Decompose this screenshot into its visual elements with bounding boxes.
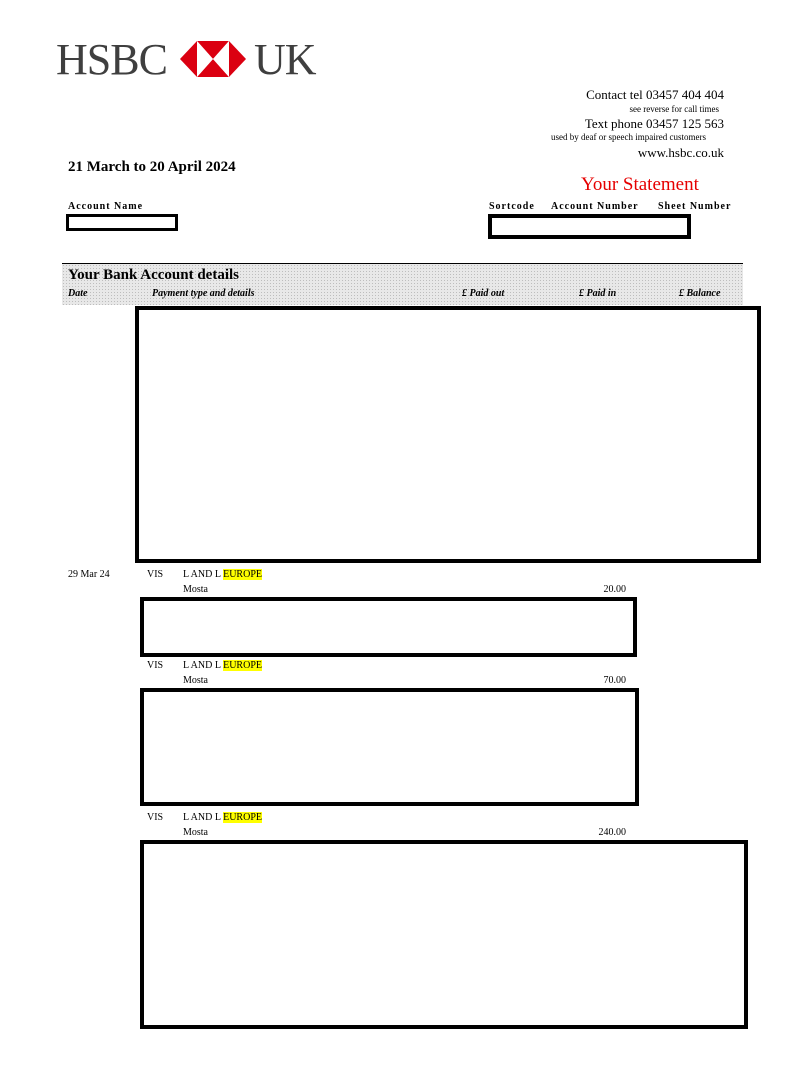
account-details-redaction — [488, 214, 691, 239]
account-name-label: Account Name — [68, 201, 144, 212]
transaction-location: Mosta — [183, 584, 208, 595]
contact-tel: Contact tel 03457 404 404 — [586, 87, 724, 102]
column-paid-in: £ Paid in — [579, 288, 617, 299]
column-date: Date — [68, 288, 88, 299]
details-title: Your Bank Account details — [68, 267, 240, 283]
contact-text-phone-note: used by deaf or speech impaired customers — [551, 132, 706, 142]
transaction-location: Mosta — [183, 675, 208, 686]
transactions-redaction-1 — [135, 306, 761, 563]
column-balance: £ Balance — [679, 288, 721, 299]
hsbc-hexagon-icon — [180, 41, 246, 77]
column-payment-details: Payment type and details — [152, 288, 255, 299]
transactions-redaction-4 — [140, 840, 748, 1029]
logo-text-uk: UK — [254, 35, 316, 84]
contact-website: www.hsbc.co.uk — [637, 145, 724, 160]
account-name-redaction — [66, 214, 178, 231]
contact-tel-note: see reverse for call times — [629, 104, 719, 114]
statement-period: 21 March to 20 April 2024 — [68, 159, 236, 175]
merchant-highlight: EUROPE — [223, 569, 262, 580]
transaction-amount: 20.00 — [603, 584, 626, 595]
merchant-highlight: EUROPE — [223, 660, 262, 671]
transaction-date: 29 Mar 24 — [68, 569, 110, 580]
transaction-type: VIS — [147, 660, 164, 671]
merchant-prefix: L AND L — [183, 569, 224, 580]
transactions-redaction-3 — [140, 688, 639, 806]
sortcode-label: Sortcode — [489, 201, 535, 212]
transaction-merchant — [183, 569, 262, 580]
transaction-merchant — [183, 660, 262, 671]
account-details-header — [62, 263, 743, 305]
transaction-type: VIS — [147, 812, 164, 823]
contact-text-phone: Text phone 03457 125 563 — [584, 116, 724, 131]
transaction-location: Mosta — [183, 827, 208, 838]
merchant-prefix: L AND L — [183, 812, 224, 823]
sheet-number-label: Sheet Number — [658, 201, 732, 212]
transaction-amount: 240.00 — [598, 827, 626, 838]
logo-text-hsbc: HSBC — [56, 35, 167, 84]
account-number-label: Account Number — [551, 201, 639, 212]
statement-title: Your Statement — [581, 174, 699, 195]
merchant-prefix: L AND L — [183, 660, 224, 671]
transactions-redaction-2 — [140, 597, 637, 657]
transaction-type: VIS — [147, 569, 164, 580]
column-paid-out: £ Paid out — [462, 288, 505, 299]
transaction-merchant — [183, 812, 262, 823]
transaction-amount: 70.00 — [603, 675, 626, 686]
merchant-highlight: EUROPE — [223, 812, 262, 823]
